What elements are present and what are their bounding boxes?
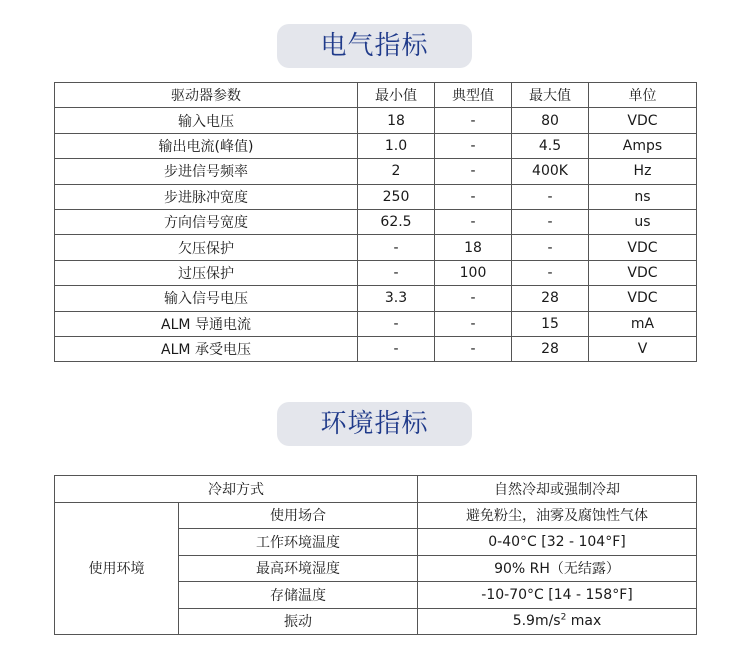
param-name: ALM 导通电流 [55,311,358,336]
max-value: 4.5 [512,133,589,158]
min-value: - [358,336,435,361]
param-name: 欠压保护 [55,235,358,260]
table-row [55,260,697,285]
unit: us [589,209,697,234]
env-row-value: 0-40°C [32 - 104°F] [418,529,697,556]
min-value: - [358,235,435,260]
max-value: - [512,184,589,209]
min-value: 18 [358,108,435,133]
vibration-value-main: 5.9m/s [512,613,561,630]
max-value: 28 [512,336,589,361]
min-value: - [358,311,435,336]
electrical-specs-table [54,82,697,362]
typical-value: - [435,286,512,311]
table-row [55,133,697,158]
typical-value: 18 [435,235,512,260]
unit: Amps [589,133,697,158]
header-max: 最大值 [512,83,589,108]
table-row [55,159,697,184]
typical-value: - [435,159,512,184]
header-min: 最小值 [358,83,435,108]
param-name: 过压保护 [55,260,358,285]
param-name: 输出电流(峰值) [55,133,358,158]
max-value: 80 [512,108,589,133]
param-name: 步进信号频率 [55,159,358,184]
typical-value: - [435,311,512,336]
environment-specs-title: 环境指标 [277,402,472,446]
electrical-specs-title: 电气指标 [277,24,472,68]
table-row [55,336,697,361]
max-value: - [512,209,589,234]
min-value: 2 [358,159,435,184]
vibration-value-sup: 2 [560,612,567,623]
table-row [55,286,697,311]
param-name: ALM 承受电压 [55,336,358,361]
typical-value: - [435,133,512,158]
cooling-value: 自然冷却或强制冷却 [418,476,697,503]
table-row [55,476,697,503]
table-row [55,311,697,336]
header-parameter: 驱动器参数 [55,83,358,108]
max-value: 400K [512,159,589,184]
min-value: 1.0 [358,133,435,158]
vibration-label: 振动 [179,608,418,635]
param-name: 输入电压 [55,108,358,133]
env-row-label: 使用场合 [179,502,418,529]
vibration-value-tail: max [566,613,602,630]
param-name: 步进脉冲宽度 [55,184,358,209]
min-value: 3.3 [358,286,435,311]
max-value: - [512,260,589,285]
typical-value: - [435,336,512,361]
unit: VDC [589,108,697,133]
max-value: 28 [512,286,589,311]
unit: V [589,336,697,361]
table-header-row [55,83,697,108]
usage-environment-label: 使用环境 [55,502,179,635]
header-unit: 单位 [589,83,697,108]
unit: VDC [589,260,697,285]
table-row [55,209,697,234]
typical-value: - [435,108,512,133]
environment-specs-table [54,475,697,635]
unit: ns [589,184,697,209]
unit: VDC [589,286,697,311]
max-value: 15 [512,311,589,336]
table-row [55,184,697,209]
cooling-label: 冷却方式 [55,476,418,503]
unit: mA [589,311,697,336]
vibration-value [418,608,697,635]
env-row-value: -10-70°C [14 - 158°F] [418,582,697,609]
typical-value: 100 [435,260,512,285]
env-row-value: 避免粉尘，油雾及腐蚀性气体 [418,502,697,529]
env-row-value: 90% RH（无结露） [418,555,697,582]
max-value: - [512,235,589,260]
table-row [55,502,697,529]
env-row-label: 存储温度 [179,582,418,609]
typical-value: - [435,209,512,234]
table-row [55,108,697,133]
unit: Hz [589,159,697,184]
min-value: 250 [358,184,435,209]
typical-value: - [435,184,512,209]
env-row-label: 最高环境湿度 [179,555,418,582]
min-value: 62.5 [358,209,435,234]
param-name: 输入信号电压 [55,286,358,311]
table-row [55,235,697,260]
unit: VDC [589,235,697,260]
param-name: 方向信号宽度 [55,209,358,234]
env-row-label: 工作环境温度 [179,529,418,556]
min-value: - [358,260,435,285]
header-typical: 典型值 [435,83,512,108]
